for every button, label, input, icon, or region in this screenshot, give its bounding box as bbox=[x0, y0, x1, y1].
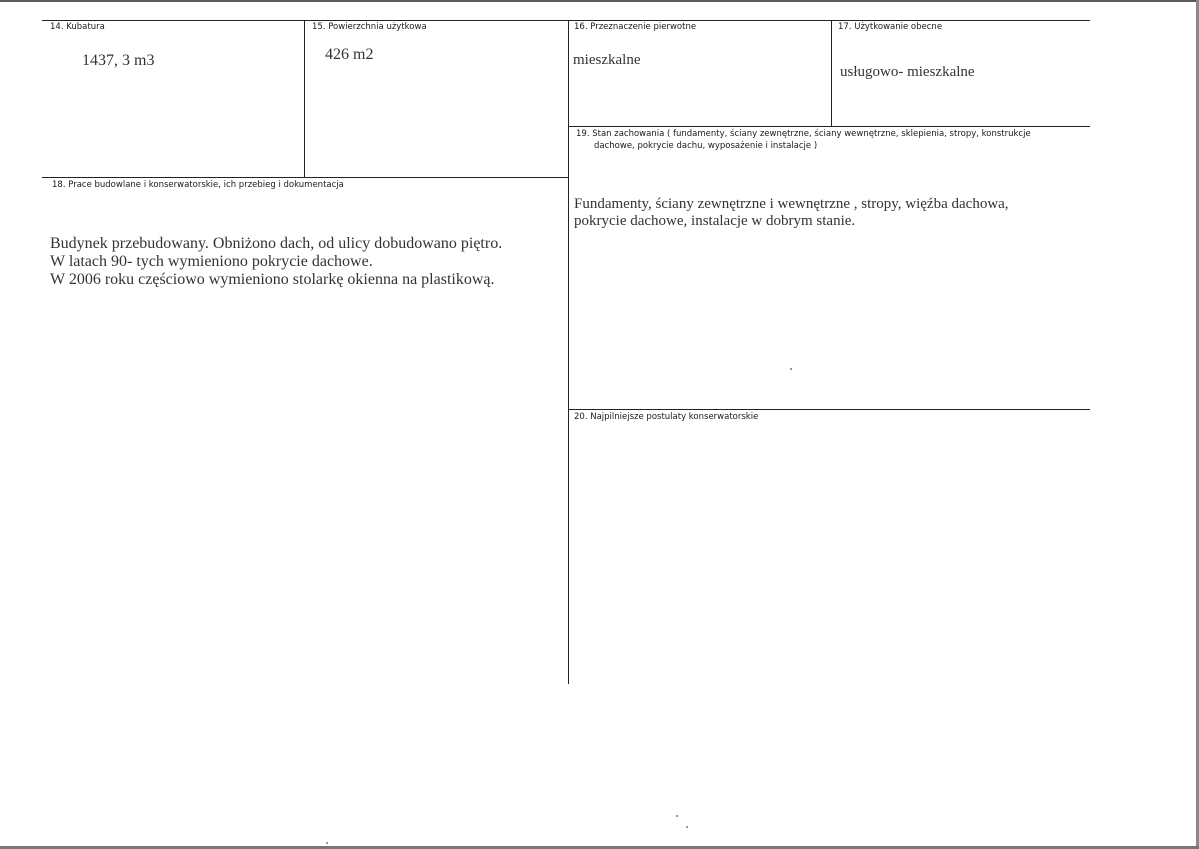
scan-speck bbox=[790, 368, 792, 370]
divider-15-16 bbox=[568, 20, 569, 684]
field-19-label-line1: 19. Stan zachowania ( fundamenty, ściany zewnętrzne, ściany wewnętrzne, sklepienia, stropy, konstrukcje bbox=[576, 129, 1031, 139]
field-14-label: 14. Kubatura bbox=[50, 22, 105, 32]
rule-above-18 bbox=[42, 177, 568, 178]
field-18-label: 18. Prace budowlane i konserwatorskie, ich przebieg i dokumentacja bbox=[52, 180, 344, 190]
top-rule bbox=[42, 20, 1090, 21]
divider-14-15 bbox=[304, 20, 305, 177]
field-16-value: mieszkalne bbox=[573, 52, 641, 68]
field-19-value-line1: Fundamenty, ściany zewnętrzne i wewnętrzne , stropy, więźba dachowa, bbox=[574, 196, 1009, 212]
field-18-value-line1: Budynek przebudowany. Obniżono dach, od ulicy dobudowano piętro. bbox=[50, 235, 503, 252]
field-19-label-line2: dachowe, pokrycie dachu, wyposażenie i instalacje ) bbox=[594, 141, 818, 151]
scan-edge-top bbox=[0, 0, 1199, 2]
scan-speck bbox=[676, 815, 678, 817]
field-18-value-line3: W 2006 roku częściowo wymieniono stolarkę okienna na plastikową. bbox=[50, 271, 495, 288]
field-15-label: 15. Powierzchnia użytkowa bbox=[312, 22, 427, 32]
field-19-value-line2: pokrycie dachowe, instalacje w dobrym stanie. bbox=[574, 213, 856, 229]
scan-speck bbox=[326, 842, 328, 844]
field-17-value: usługowo- mieszkalne bbox=[840, 64, 975, 80]
field-16-label: 16. Przeznaczenie pierwotne bbox=[574, 22, 697, 32]
divider-16-17 bbox=[831, 20, 832, 126]
field-17-label: 17. Użytkowanie obecne bbox=[838, 22, 943, 32]
field-15-value: 426 m2 bbox=[325, 46, 374, 63]
scan-speck bbox=[686, 826, 688, 828]
field-18-value-line2: W latach 90- tych wymieniono pokrycie dachowe. bbox=[50, 253, 373, 270]
rule-above-20 bbox=[568, 409, 1090, 410]
rule-above-19 bbox=[568, 126, 1090, 127]
field-14-value: 1437, 3 m3 bbox=[82, 52, 155, 69]
field-20-label: 20. Najpilniejsze postulaty konserwatorskie bbox=[574, 412, 759, 422]
